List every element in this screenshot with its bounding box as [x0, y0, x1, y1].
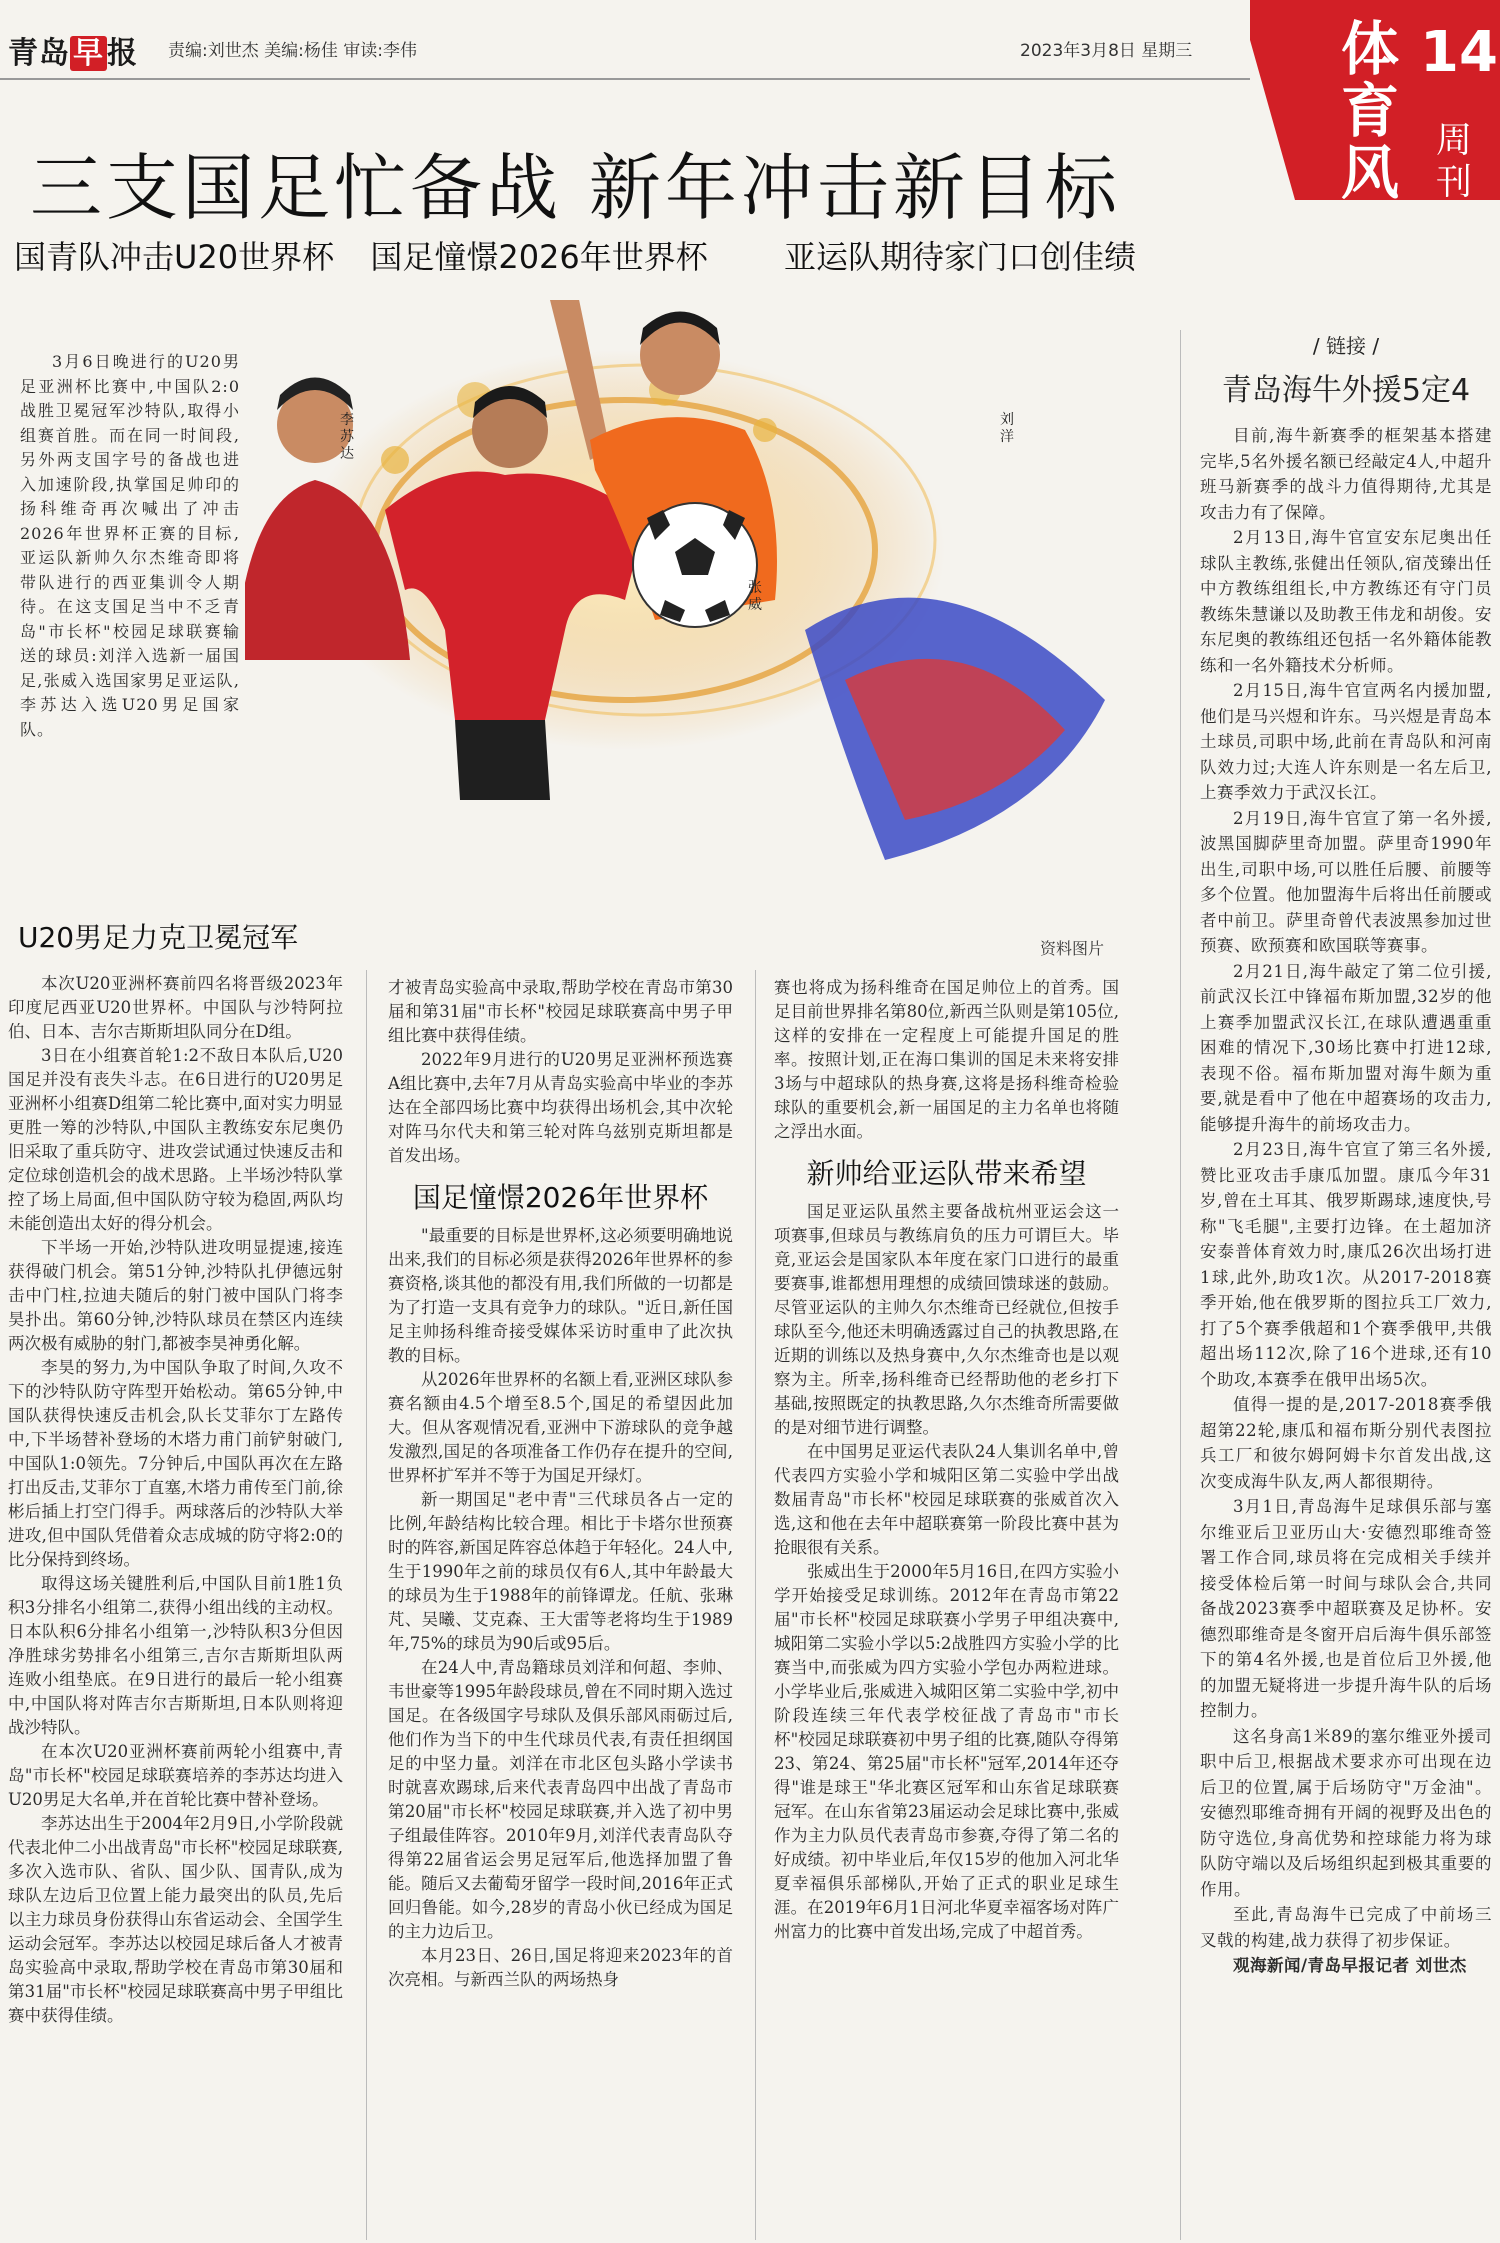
column-divider-2	[755, 970, 756, 2240]
soccer-ball-icon	[633, 503, 757, 627]
section-heading-u20: U20男足力克卫冕冠军	[18, 921, 299, 954]
weekly-label: 周刊	[1436, 120, 1473, 203]
sub-headline-3: 亚运队期待家门口创佳绩	[783, 238, 1136, 276]
issue-date: 2023年3月8日 星期三	[1020, 41, 1193, 61]
sidebar-tag: / 链接 /	[1312, 334, 1380, 358]
sub-headline-2: 国足憧憬2026年世界杯	[370, 238, 708, 276]
photo-caption: 资料图片	[1040, 939, 1105, 958]
section-heading-asian-games: 新帅给亚运队带来希望	[806, 1157, 1087, 1190]
section-name: 体育风	[1340, 15, 1399, 207]
page-number: 14	[1420, 20, 1498, 85]
main-headline: 三支国足忙备战 新年冲击新目标	[30, 146, 1121, 230]
sidebar-title: 青岛海牛外援5定4	[1221, 373, 1471, 408]
label-zhang-wei: 张威	[748, 580, 762, 613]
logo-badge: 早	[70, 36, 107, 71]
label-li-suda: 李苏达	[340, 412, 354, 462]
masthead	[0, 0, 1240, 98]
sidebar-link-box	[1200, 330, 1492, 1979]
sub-headline-1: 国青队冲击U20世界杯	[14, 238, 335, 276]
column-divider-1	[366, 970, 367, 2240]
sidebar-divider	[1180, 330, 1181, 2240]
players-photo	[245, 300, 1125, 940]
article-column-2: 才被青岛实验高中录取,帮助学校在青岛市第30届和第31届"市长杯"校园足球联赛高中男子甲组比赛中获得佳绩。 2022年9月进行的U20男足亚洲杯预选赛A组比赛中,去年7月从青岛实验高中毕业的李苏达在全部四场比赛中均获得出场机会,其中次轮对阵马尔代夫和第三轮对阵乌兹别克斯坦都是首发出场。 国足憧憬2026年世界杯 "最重要的目标是世界杯,这必须要明确地说出来,我们的目标必须是获得2026年世界杯的参赛资格,谈其他的都没有用,我们所做的一切都是为了打造一支具有竞争力的球队。"近日,新任国足主帅扬科维奇接受媒体采访时重申了此次执教的目标。 从2026年世界杯的名额上看,亚洲区球队参赛名额由4.5个增至8.5个,国足的希望因此加大。但从客观情况看,亚洲中下游球队的竞争越发激烈,国足的各项准备工作仍存在提升的空间,世界杯扩军并不等于为国足开绿灯。 新一期国足"老中青"三代球员各占一定的比例,年龄结构比较合理。相比于卡塔尔世预赛时的阵容,新国足阵容总体趋于年轻化。24人中,生于1990年之前的球员仅有6人,其中年龄最大的球员为生于1988年的前锋谭龙。任航、张琳芃、吴曦、艾克森、王大雷等老将均生于1989年,75%的球员为90后或95后。 在24人中,青岛籍球员刘洋和何超、李帅、韦世豪等1995年龄段球员,曾在不同时期入选过国足。在各级国字号球队及俱乐部风雨砺过后,他们作为当下的中生代球员代表,有责任担纲国足的中坚力量。刘洋在市北区包头路小学读书时就喜欢踢球,后来代表青岛四中出战了青岛市第20届"市长杯"校园足球联赛,并入选了初中男子组最佳阵容。2010年9月,刘洋代表青岛队夺得第22届省运会男足冠军后,他选择加盟了鲁能。随后又去葡萄牙留学一段时间,2016年正式回归鲁能。如今,28岁的青岛小伙已经成为国足的主力边后卫。 本月23日、26日,国足将迎来2023年的首次亮相。与新西兰队的两场热身	[388, 978, 733, 1989]
sidebar-body: 目前,海牛新赛季的框架基本搭建完毕,5名外援名额已经敲定4人,中超升班马新赛季的战斗力值得期待,尤其是攻击力有了保障。 2月13日,海牛官宣安东尼奥出任球队主教练,张健出任领队,宿茂臻出任中方教练组组长,中方教练还有守门员教练朱慧谦以及助教王伟龙和胡俊。安东尼奥的教练组还包括一名外籍体能教练和一名外籍技术分析师。 2月15日,海牛官宣两名内援加盟,他们是马兴煜和许东。马兴煜是青岛本土球员,司职中场,此前在青岛队和河南队效力过;大连人许东则是一名左后卫,上赛季效力于武汉长江。 2月19日,海牛官宣了第一名外援,波黑国脚萨里奇加盟。萨里奇1990年出生,司职中场,可以胜任后腰、前腰等多个位置。他加盟海牛后将出任前腰或者中前卫。萨里奇曾代表波黑参加过世预赛、欧预赛和欧国联等赛事。 2月21日,海牛敲定了第二位引援,前武汉长江中锋福布斯加盟,32岁的他上赛季加盟武汉长江,在球队遭遇重重困难的情况下,30场比赛中打进12球,表现不俗。福布斯加盟对海牛颇为重要,就是看中了他在中超赛场的攻击力,能够提升海牛的前场攻击力。 2月23日,海牛官宣了第三名外援,赞比亚攻击手康瓜加盟。康瓜今年31岁,曾在土耳其、俄罗斯踢球,速度快,号称"飞毛腿",主要打边锋。在土超加济安泰普体育效力时,康瓜26次出场打进1球,此外,助攻1次。从2017-2018赛季开始,他在俄罗斯的图拉兵工厂效力,打了5个赛季俄超和1个赛季俄甲,共俄超出场112次,除了16个进球,还有10个助攻,本赛季在俄甲出场5次。 值得一提的是,2017-2018赛季俄超第22轮,康瓜和福布斯分别代表图拉兵工厂和彼尔姆阿姆卡尔首发出战,这次变成海牛队友,两人都很期待。 3月1日,青岛海牛足球俱乐部与塞尔维亚后卫亚历山大·安德烈耶维奇签署工作合同,球员将在完成相关手续并接受体检后第一时间与球队会合,共同备战2023赛季中超联赛及足协杯。安德烈耶维奇是冬窗开启后海牛俱乐部签下的第4名外援,也是首位后卫外援,他的加盟无疑将进一步提升海牛队的后场控制力。 这名身高1米89的塞尔维亚外援司职中后卫,根据战术要求亦可出现在边后卫的位置,属于后场防守"万金油"。安德烈耶维奇拥有开阔的视野及出色的防守选位,身高优势和控球能力将为球队防守端以及后场组织起到极其重要的作用。 至此,青岛海牛已完成了中前场三叉戟的构建,战力获得了初步保证。 观海新闻/青岛早报记者 刘世杰	[1200, 423, 1492, 1979]
newspaper-logo: 青岛 早 报	[8, 36, 138, 71]
article-column-3: 赛也将成为扬科维奇在国足帅位上的首秀。国足目前世界排名第80位,新西兰队则是第105位,这样的安排在一定程度上可能提升国足的胜率。按照计划,正在海口集训的国足未来将安排3场与中超球队的热身赛,这将是扬科维奇检验球队的重要机会,新一届国足的主力名单也将随之浮出水面。 新帅给亚运队带来希望 国足亚运队虽然主要备战杭州亚运会这一项赛事,但球员与教练肩负的压力可谓巨大。毕竟,亚运会是国家队本年度在家门口进行的最重要赛事,谁都想用理想的成绩回馈球迷的鼓励。尽管亚运队的主帅久尔杰维奇已经就位,但按手球队至今,他还未明确透露过自己的执教思路,在近期的训练以及热身赛中,久尔杰维奇也是以观察为主。所幸,扬科维奇已经帮助他的老乡打下基础,按照既定的执教思路,久尔杰维奇所需要做的是对细节进行调整。 在中国男足亚运代表队24人集训名单中,曾代表四方实验小学和城阳区第二实验中学出战数届青岛"市长杯"校园足球联赛的张威首次入选,这和他在去年中超联赛第一阶段比赛中甚为抢眼很有关系。 张威出生于2000年5月16日,在四方实验小学开始接受足球训练。2012年在青岛市第22届"市长杯"校园足球联赛小学男子甲组决赛中,城阳第二实验小学以5:2战胜四方实验小学的比赛当中,而张威为四方实验小学包办两粒进球。小学毕业后,张威进入城阳区第二实验中学,初中阶段连续三年代表学校征战了青岛市"市长杯"校园足球联赛初中男子组的比赛,随队夺得第23、第24、第25届"市长杯"冠军,2014年还夺得"谁是球王"华北赛区冠军和山东省足球联赛冠军。在山东省第23届运动会足球比赛中,张威作为主力队员代表青岛市参赛,夺得了第二名的好成绩。初中毕业后,年仅15岁的他加入河北华夏幸福俱乐部梯队,开始了正式的职业足球生涯。在2019年6月1日河北华夏幸福客场对阵广州富力的比赛中首发出场,完成了中超首秀。	[774, 978, 1119, 1941]
sidebar-byline: 观海新闻/青岛早报记者 刘世杰	[1233, 1956, 1467, 1975]
header-divider	[0, 78, 1250, 80]
editor-credits: 责编:刘世杰 美编:杨佳 审读:李伟	[168, 41, 417, 61]
section-heading-national-team: 国足憧憬2026年世界杯	[412, 1181, 709, 1214]
article-column-1: U20男足力克卫冕冠军 本次U20亚洲杯赛前四名将晋级2023年印度尼西亚U20世界杯。中国队与沙特阿拉伯、日本、吉尔吉斯斯坦队同分在D组。 3日在小组赛首轮1:2不敌日本队后,U20国足并没有丧失斗志。在6日进行的U20男足亚洲杯小组赛D组第二轮比赛中,面对实力明显更胜一筹的沙特队,中国队主教练安东尼奥仍旧采取了重兵防守、进攻尝试通过快速反击和定位球创造机会的战术思路。上半场沙特队掌控了场上局面,但中国队防守较为稳固,两队均未能创造出太好的得分机会。 下半场一开始,沙特队进攻明显提速,接连获得破门机会。第51分钟,沙特队扎伊德远射击中门柱,拉迪夫随后的射门被中国队门将李昊扑出。第60分钟,沙特队球员在禁区内连续两次极有威胁的射门,都被李昊神勇化解。 李昊的努力,为中国队争取了时间,久攻不下的沙特队防守阵型开始松动。第65分钟,中国队获得快速反击机会,队长艾菲尔丁左路传中,下半场替补登场的木塔力甫门前铲射破门,中国队1:0领先。7分钟后,中国队再次在左路打出反击,艾菲尔丁直塞,木塔力甫传至门前,徐彬后插上打空门得手。两球落后的沙特队大举进攻,但中国队凭借着众志成城的防守将2:0的比分保持到终场。 取得这场关键胜利后,中国队目前1胜1负积3分排名小组第二,获得小组出线的主动权。日本队积6分排名小组第一,沙特队积3分但因净胜球劣势排名小组第三,吉尔吉斯斯坦队两连败小组垫底。在9日进行的最后一轮小组赛中,中国队将对阵吉尔吉斯斯坦,日本队则将迎战沙特队。 在本次U20亚洲杯赛前两轮小组赛中,青岛"市长杯"校园足球联赛培养的李苏达均进入U20男足大名单,并在首轮比赛中替补登场。 李苏达出生于2004年2月9日,小学阶段就代表北仲二小出战青岛"市长杯"校园足球联赛,多次入选市队、省队、国少队、国青队,成为球队左边后卫位置上能力最突出的队员,先后以主力球员身份获得山东省运动会、全国学生运动会冠军。李苏达以校园足球后备人才被青岛实验高中录取,帮助学校在青岛市第30届和第31届"市长杯"校园足球联赛高中男子甲组比赛中获得佳绩。	[8, 921, 343, 2025]
intro-paragraph: 3月6日晚进行的U20男足亚洲杯比赛中,中国队2:0战胜卫冕冠军沙特队,取得小组赛首胜。而在同一时间段,另外两支国字号的备战也进入加速阶段,执掌国足帅印的扬科维奇再次喊出了冲击2026年世界杯正赛的目标,亚运队新帅久尔杰维奇即将带队进行的西亚集训令人期待。在这支国足当中不乏青岛"市长杯"校园足球联赛输送的球员:刘洋入选新一届国足,张威入选国家男足亚运队,李苏达入选U20男足国家队。	[20, 352, 240, 739]
sub-headline	[14, 232, 1224, 278]
label-liu-yang: 刘洋	[1000, 412, 1014, 445]
